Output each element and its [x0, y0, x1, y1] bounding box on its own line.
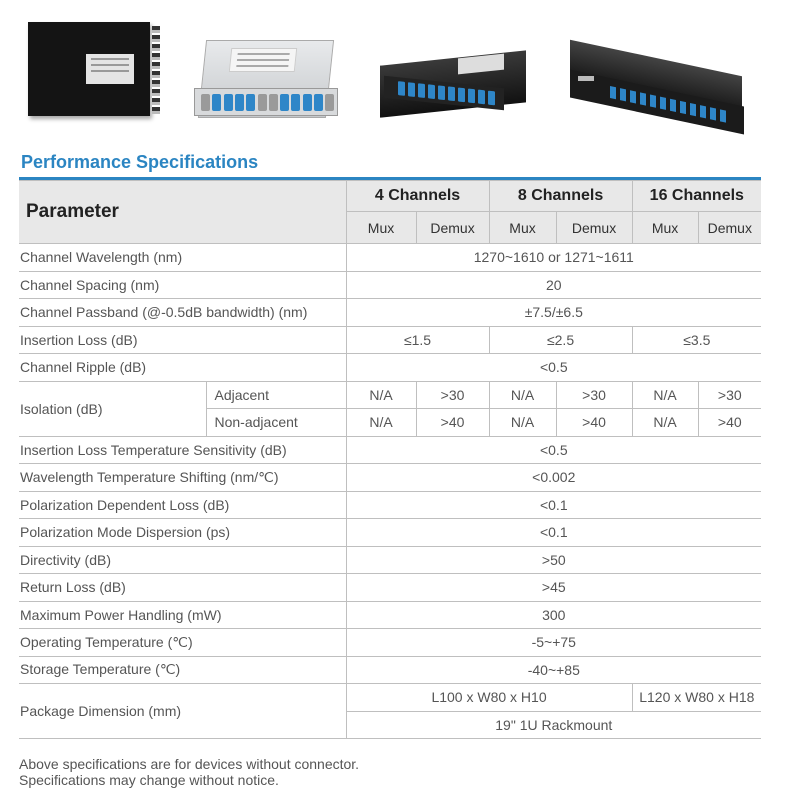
- header-8-channels: 8 Channels: [489, 181, 632, 212]
- port-icon: [398, 81, 405, 96]
- product-image-1u-slim: [380, 58, 528, 118]
- row-value: <0.1: [346, 491, 761, 519]
- table-row: [19, 519, 761, 547]
- row-label: Channel Passband (@-0.5dB bandwidth) (nm): [19, 299, 346, 327]
- row-value: <0.5: [346, 354, 761, 382]
- row-value: >45: [346, 574, 761, 602]
- row-sublabel: Non-adjacent: [206, 409, 346, 437]
- port-icon: [269, 94, 278, 111]
- cell-value: N/A: [346, 381, 416, 409]
- table-row: [19, 436, 761, 464]
- row-value-large: L120 x W80 x H18: [632, 684, 761, 712]
- header-demux: Demux: [556, 212, 632, 244]
- cell-value: N/A: [632, 381, 698, 409]
- port-icon: [488, 91, 495, 106]
- row-label: Channel Ripple (dB): [19, 354, 346, 382]
- row-label: Operating Temperature (℃): [19, 629, 346, 657]
- port-icon: [325, 94, 334, 111]
- row-value-small: L100 x W80 x H10: [346, 684, 632, 712]
- row-value: 1270~1610 or 1271~1611: [346, 244, 761, 272]
- row-label: Insertion Loss (dB): [19, 326, 346, 354]
- header-mux: Mux: [489, 212, 556, 244]
- product-image-abs-box: [28, 20, 160, 118]
- table-row: [19, 381, 761, 409]
- footnotes: [19, 756, 359, 788]
- port-icon: [224, 94, 233, 111]
- footnote: Specifications may change without notice.: [19, 772, 279, 788]
- row-value: -5~+75: [346, 629, 761, 657]
- port-icon: [690, 103, 696, 116]
- port-icon: [235, 94, 244, 111]
- port-icon: [246, 94, 255, 111]
- port-icon: [650, 95, 656, 108]
- cell-value: >30: [698, 381, 761, 409]
- port-icon: [314, 94, 323, 111]
- row-value-4ch: ≤1.5: [346, 326, 489, 354]
- row-label: Polarization Dependent Loss (dB): [19, 491, 346, 519]
- table-row: [19, 574, 761, 602]
- table-row: [19, 354, 761, 382]
- port-icon: [630, 90, 636, 103]
- port-icon: [448, 86, 455, 101]
- table-row: [19, 244, 761, 272]
- row-label: Return Loss (dB): [19, 574, 346, 602]
- product-image-19in-rack: [566, 48, 748, 134]
- port-icon: [408, 82, 415, 97]
- port-icon: [660, 97, 666, 110]
- cell-value: N/A: [489, 381, 556, 409]
- table-row: [19, 299, 761, 327]
- row-value: 20: [346, 271, 761, 299]
- port-icon: [303, 94, 312, 111]
- port-icon: [258, 94, 267, 111]
- row-label: Polarization Mode Dispersion (ps): [19, 519, 346, 547]
- port-icon: [670, 99, 676, 112]
- row-label: Package Dimension (mm): [19, 684, 346, 739]
- row-label: Channel Spacing (nm): [19, 271, 346, 299]
- port-icon: [710, 107, 716, 120]
- table-row: [19, 271, 761, 299]
- header-parameter: Parameter: [19, 181, 346, 244]
- spec-table: [19, 180, 761, 739]
- table-row: [19, 546, 761, 574]
- port-icon: [478, 90, 485, 105]
- header-mux: Mux: [632, 212, 698, 244]
- port-icon: [620, 88, 626, 101]
- header-4-channels: 4 Channels: [346, 181, 489, 212]
- product-images: [0, 0, 800, 140]
- cell-value: >40: [416, 409, 489, 437]
- port-icon: [700, 105, 706, 118]
- row-label: Maximum Power Handling (mW): [19, 601, 346, 629]
- row-label: Directivity (dB): [19, 546, 346, 574]
- row-label: Storage Temperature (℃): [19, 656, 346, 684]
- port-icon: [212, 94, 221, 111]
- port-icon: [468, 89, 475, 104]
- port-icon: [280, 94, 289, 111]
- port-icon: [201, 94, 210, 111]
- row-value: <0.002: [346, 464, 761, 492]
- row-value-rack: 19" 1U Rackmount: [346, 711, 761, 739]
- port-icon: [610, 86, 616, 99]
- cell-value: >30: [416, 381, 489, 409]
- port-icon: [291, 94, 300, 111]
- cell-value: N/A: [489, 409, 556, 437]
- section-title: Performance Specifications: [21, 152, 259, 172]
- product-image-lgx-cassette: [192, 40, 342, 120]
- row-value: ±7.5/±6.5: [346, 299, 761, 327]
- header-16-channels: 16 Channels: [632, 181, 761, 212]
- row-value: 300: [346, 601, 761, 629]
- row-value-8ch: ≤2.5: [489, 326, 632, 354]
- row-value: <0.5: [346, 436, 761, 464]
- table-row: [19, 326, 761, 354]
- table-row: [19, 656, 761, 684]
- table-row: [19, 491, 761, 519]
- table-row: [19, 601, 761, 629]
- footnote: Above specifications are for devices without connector.: [19, 756, 360, 772]
- table-row: [19, 464, 761, 492]
- port-icon: [458, 87, 465, 102]
- header-mux: Mux: [346, 212, 416, 244]
- cell-value: >40: [698, 409, 761, 437]
- port-icon: [640, 92, 646, 105]
- row-label: Channel Wavelength (nm): [19, 244, 346, 272]
- cell-value: >40: [556, 409, 632, 437]
- port-icon: [680, 101, 686, 114]
- row-value-16ch: ≤3.5: [632, 326, 761, 354]
- cell-value: N/A: [632, 409, 698, 437]
- port-icon: [720, 109, 726, 122]
- port-icon: [428, 84, 435, 99]
- header-demux: Demux: [698, 212, 761, 244]
- port-icon: [438, 85, 445, 100]
- table-row: [19, 629, 761, 657]
- row-value: <0.1: [346, 519, 761, 547]
- row-label: Isolation (dB): [19, 381, 206, 436]
- row-sublabel: Adjacent: [206, 381, 346, 409]
- row-value: >50: [346, 546, 761, 574]
- row-label: Insertion Loss Temperature Sensitivity (dB): [19, 436, 346, 464]
- header-demux: Demux: [416, 212, 489, 244]
- cell-value: >30: [556, 381, 632, 409]
- port-icon: [418, 83, 425, 98]
- row-label: Wavelength Temperature Shifting (nm/℃): [19, 464, 346, 492]
- table-row: [19, 684, 761, 712]
- cell-value: N/A: [346, 409, 416, 437]
- row-value: -40~+85: [346, 656, 761, 684]
